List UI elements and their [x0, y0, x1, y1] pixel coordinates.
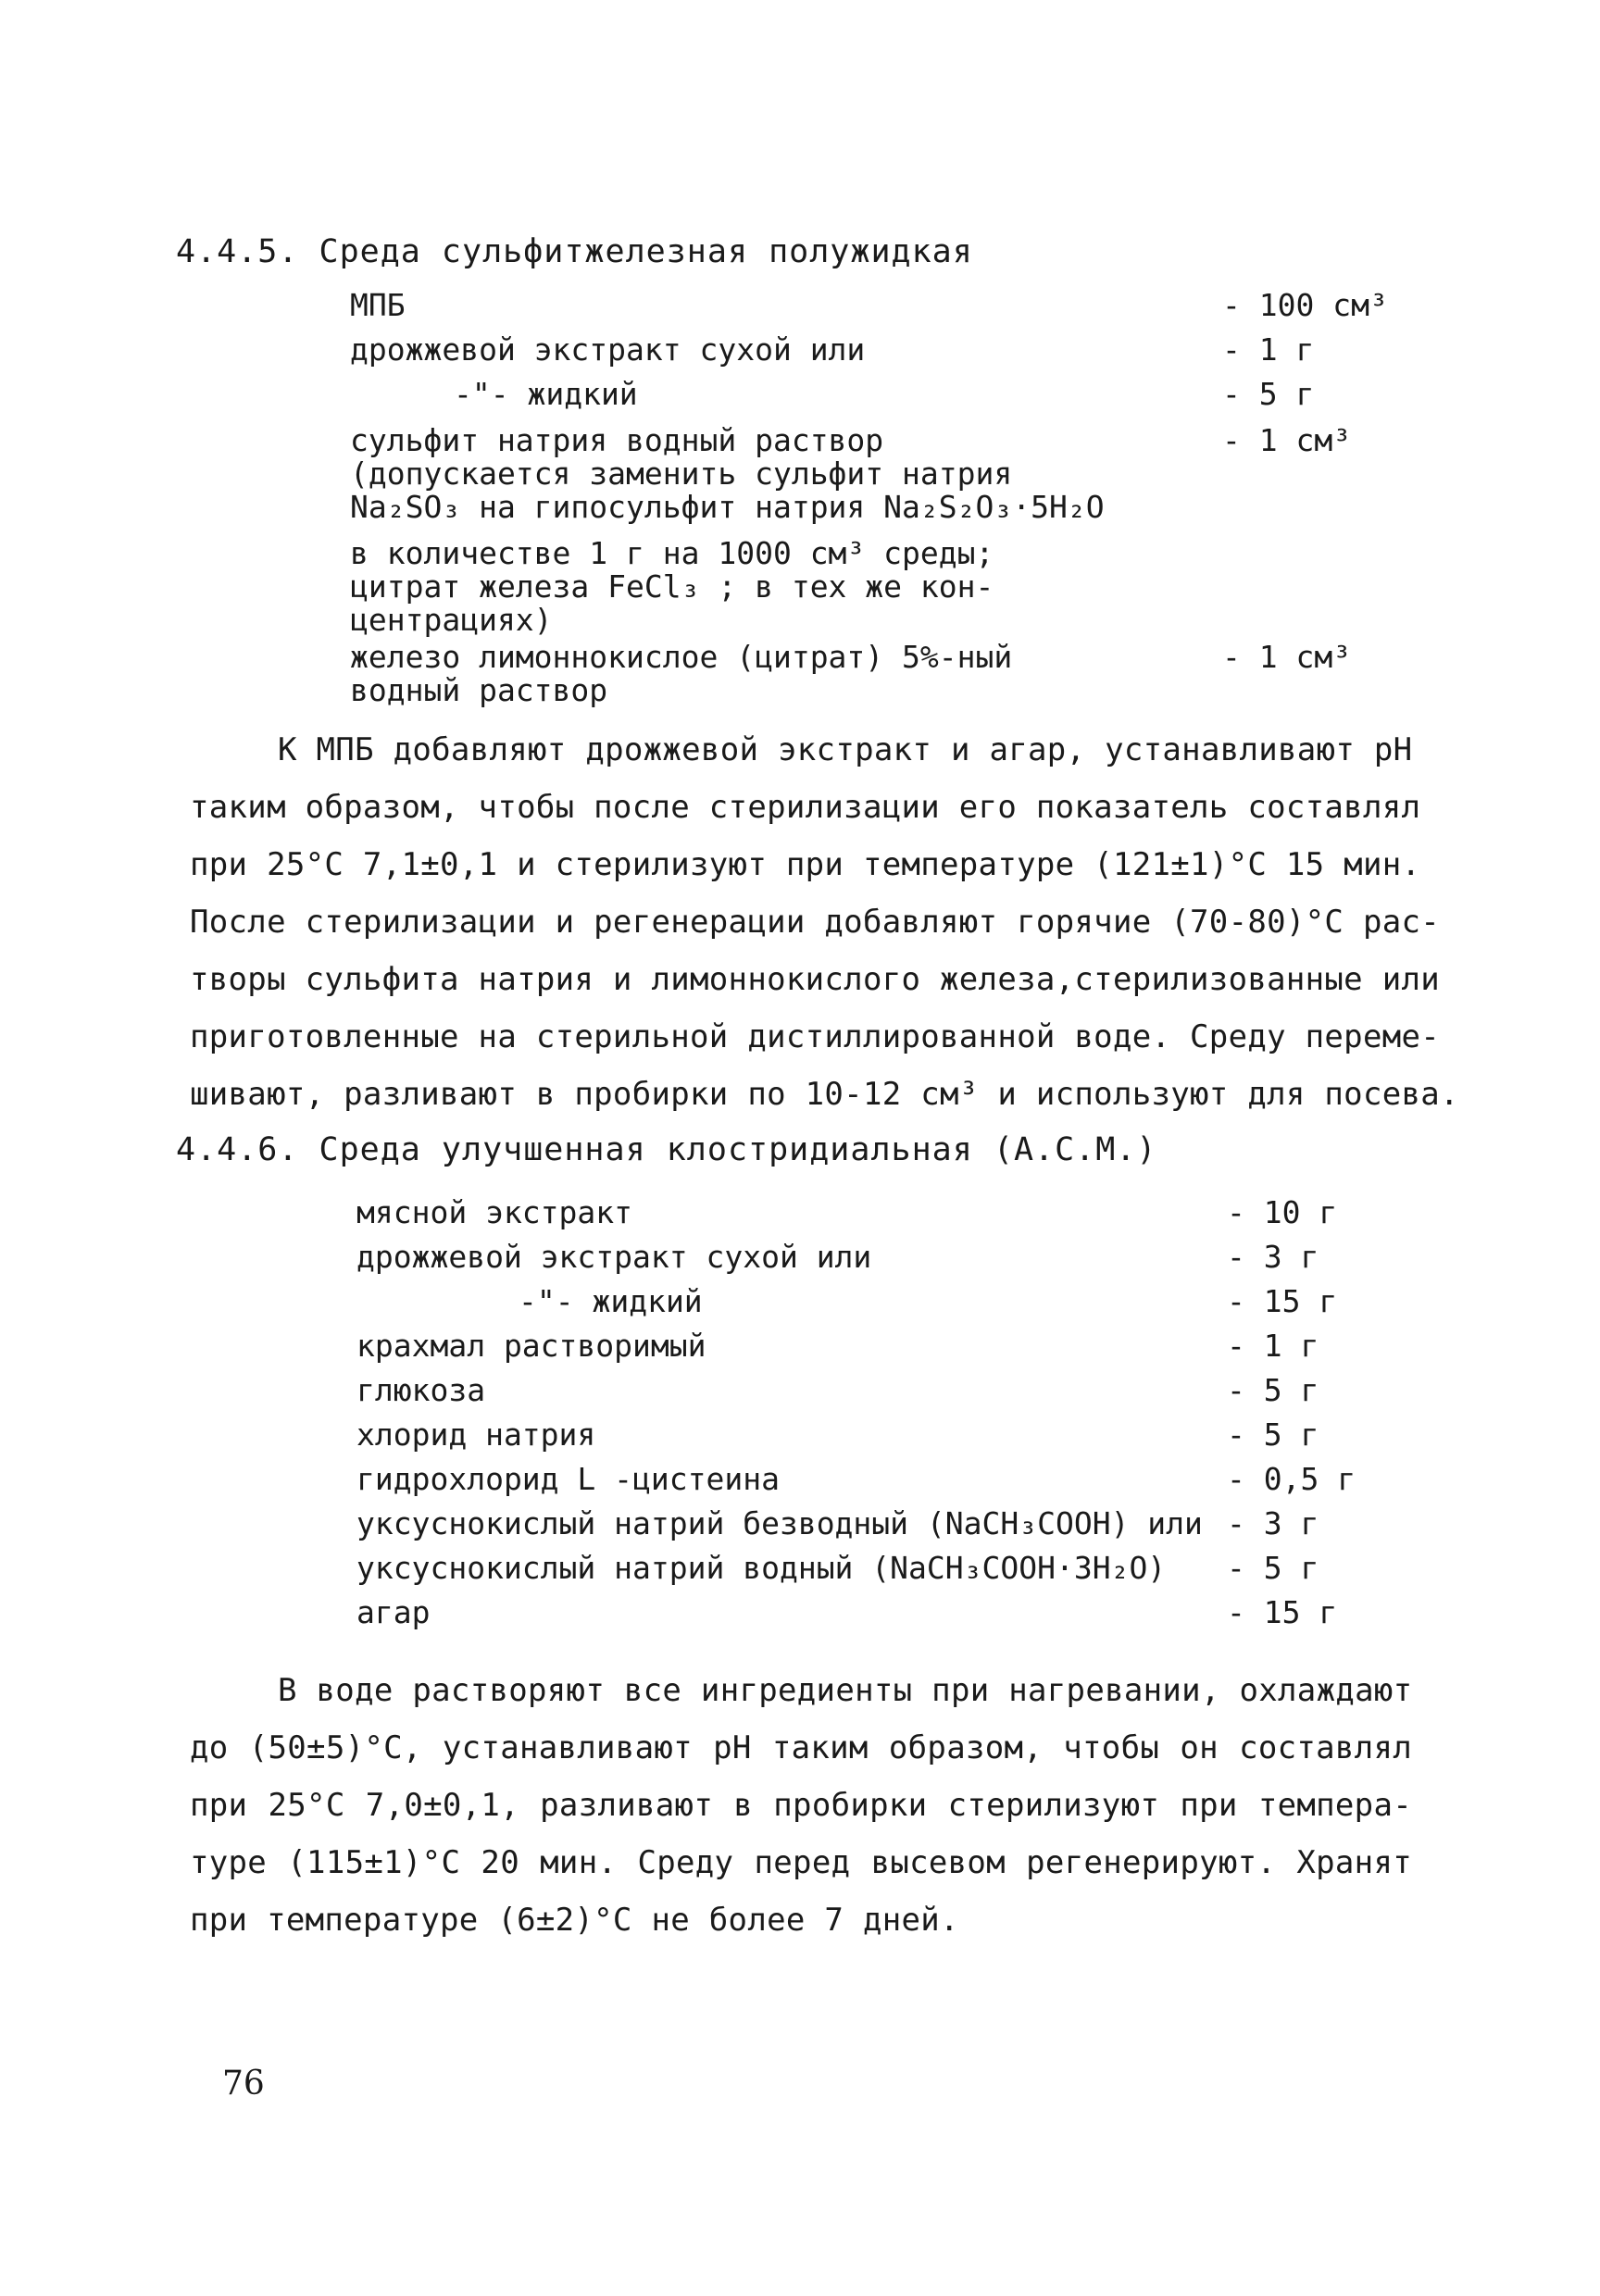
ingredient-name: -"- жидкий — [519, 1283, 703, 1319]
ingredient-name: глюкоза — [356, 1372, 486, 1408]
ingredient-name: -"- жидкий — [454, 376, 638, 412]
paragraph-line: После стерилизации и регенерации добавляют горячие (70-80)°С рас- — [190, 904, 1441, 941]
ingredient-name: МПБ — [350, 287, 406, 323]
ingredient-name: уксуснокислый натрий безводный (NaCH₃COOH) или — [356, 1505, 1203, 1541]
section-445-heading: 4.4.5. Среда сульфитжелезная полужидкая — [176, 233, 973, 270]
paragraph-line: при температуре (6±2)°С не более 7 дней. — [190, 1902, 959, 1939]
ingredient-qty: - 15 г — [1227, 1283, 1338, 1319]
ingredient-qty: - 0,5 г — [1227, 1461, 1356, 1497]
ingredient-qty: - 5 г — [1227, 1372, 1319, 1408]
ingredient-note: (допускается заменить сульфит натрия — [350, 455, 1013, 492]
ingredient-name: водный раствор — [350, 672, 608, 708]
paragraph-line: до (50±5)°С, устанавливают рН таким образом, чтобы он составлял — [190, 1729, 1412, 1766]
paragraph-line: творы сульфита натрия и лимоннокислого железа,стерилизованные или — [190, 961, 1441, 998]
ingredient-qty: - 3 г — [1227, 1505, 1319, 1541]
paragraph-line: туре (115±1)°С 20 мин. Среду перед высевом регенерируют. Хранят — [190, 1844, 1412, 1881]
ingredient-qty: - 1 см³ — [1222, 422, 1352, 458]
ingredient-qty: - 5 г — [1227, 1550, 1319, 1586]
page-number: 76 — [222, 2065, 265, 2103]
ingredient-note: центрациях) — [350, 602, 553, 638]
ingredient-name: сульфит натрия водный раствор — [350, 422, 884, 458]
ingredient-name: хлорид натрия — [356, 1416, 596, 1453]
ingredient-name: крахмал растворимый — [356, 1328, 706, 1364]
ingredient-qty: - 5 г — [1227, 1416, 1319, 1453]
ingredient-note: цитрат железа FeCl₃ ; в тех же кон- — [350, 568, 994, 605]
paragraph-line: К МПБ добавляют дрожжевой экстракт и агар, устанавливают рН — [278, 731, 1413, 768]
ingredient-name: агар — [356, 1594, 431, 1630]
ingredient-name: железо лимоннокислое (цитрат) 5%-ный — [350, 639, 1013, 675]
ingredient-qty: - 100 см³ — [1222, 287, 1388, 323]
ingredient-qty: - 5 г — [1222, 376, 1315, 412]
ingredient-qty: - 1 г — [1227, 1328, 1319, 1364]
ingredient-name: дрожжевой экстракт сухой или — [350, 331, 866, 368]
paragraph-line: таким образом, чтобы после стерилизации его показатель составлял — [190, 789, 1421, 826]
ingredient-name: мясной экстракт — [356, 1194, 633, 1230]
paragraph-line: при 25°С 7,0±0,1, разливают в пробирки стерилизуют при темпера- — [190, 1787, 1412, 1824]
paragraph-line: приготовленные на стерильной дистиллированной воде. Среду переме- — [190, 1018, 1441, 1055]
paragraph-line: при 25°С 7,1±0,1 и стерилизуют при температуре (121±1)°С 15 мин. — [190, 846, 1421, 883]
ingredient-qty: - 1 г — [1222, 331, 1315, 368]
ingredient-note: в количестве 1 г на 1000 см³ среды; — [350, 535, 994, 571]
paragraph-line: В воде растворяют все ингредиенты при нагревании, охлаждают — [278, 1672, 1413, 1709]
ingredient-qty: - 10 г — [1227, 1194, 1338, 1230]
ingredient-name: гидрохлорид L -цистеина — [356, 1461, 780, 1497]
ingredient-name: уксуснокислый натрий водный (NaCH₃COOH·3H₂O) — [356, 1550, 1167, 1586]
section-446-heading: 4.4.6. Среда улучшенная клостридиальная (А.С.М.) — [176, 1131, 1157, 1168]
paragraph-line: шивают, разливают в пробирки по 10-12 см³ и используют для посева. — [190, 1076, 1459, 1113]
ingredient-qty: - 3 г — [1227, 1239, 1319, 1275]
ingredient-qty: - 1 см³ — [1222, 639, 1352, 675]
ingredient-note: Na₂SO₃ на гипосульфит натрия Na₂S₂O₃·5H₂O — [350, 489, 1105, 525]
ingredient-name: дрожжевой экстракт сухой или — [356, 1239, 872, 1275]
ingredient-qty: - 15 г — [1227, 1594, 1338, 1630]
